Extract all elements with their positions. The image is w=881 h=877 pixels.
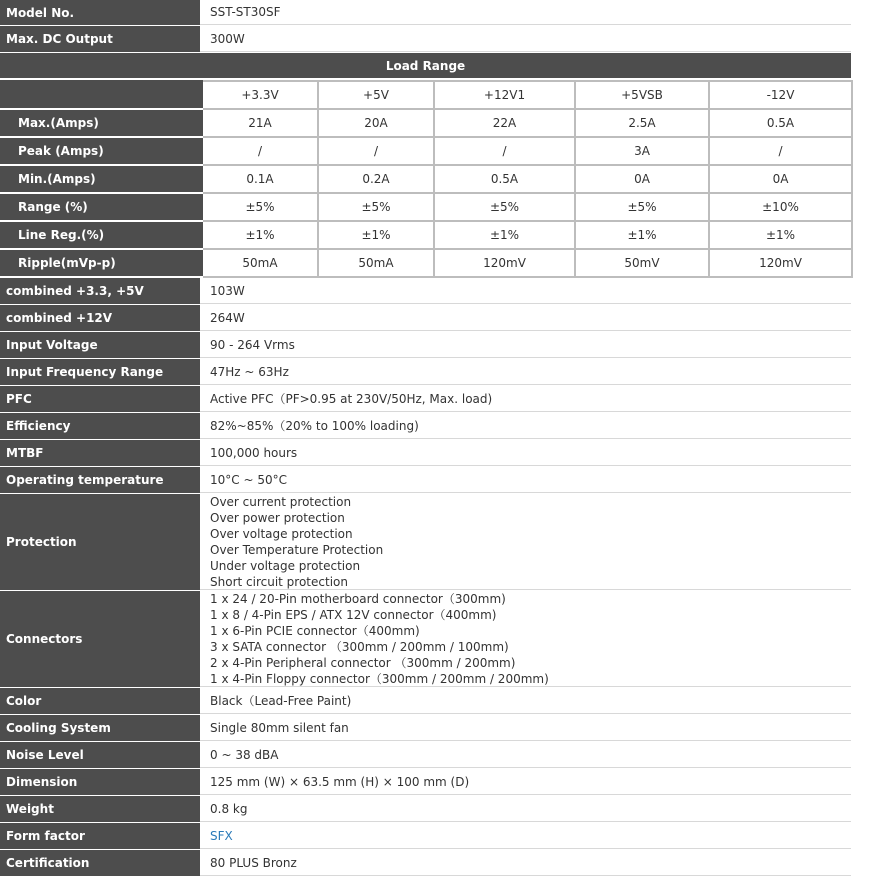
spec-row-cooling-system bbox=[0, 715, 851, 742]
connector-item: 3 x SATA connector （300mm / 200mm / 100mm) bbox=[210, 639, 509, 654]
load-cell: 50mA bbox=[202, 249, 318, 277]
load-cell: / bbox=[434, 137, 575, 165]
spec-row-input-frequency bbox=[0, 359, 851, 386]
spec-value: 80 PLUS Bronz bbox=[200, 850, 851, 876]
spec-label: PFC bbox=[0, 386, 200, 412]
spec-value-list bbox=[200, 494, 851, 590]
load-cell: 0.1A bbox=[202, 165, 318, 193]
spec-row-connectors bbox=[0, 591, 851, 688]
load-cell: 0A bbox=[709, 165, 852, 193]
spec-row-certification bbox=[0, 850, 851, 877]
load-row-label: Range (%) bbox=[1, 193, 202, 221]
load-cell: 0.2A bbox=[318, 165, 434, 193]
spec-row-operating-temperature bbox=[0, 467, 851, 494]
load-col-header: +12V1 bbox=[434, 81, 575, 109]
load-corner-cell bbox=[1, 81, 202, 109]
spec-row-model bbox=[0, 0, 851, 26]
spec-label: Dimension bbox=[0, 769, 200, 795]
load-row-label: Peak (Amps) bbox=[1, 137, 202, 165]
load-cell: ±1% bbox=[318, 221, 434, 249]
connector-item: 1 x 24 / 20-Pin motherboard connector（300mm) bbox=[210, 591, 506, 606]
load-row bbox=[1, 165, 852, 193]
spec-value: 100,000 hours bbox=[200, 440, 851, 466]
spec-value: Active PFC（PF>0.95 at 230V/50Hz, Max. load) bbox=[200, 386, 851, 412]
spec-value: 90 - 264 Vrms bbox=[200, 332, 851, 358]
load-cell: ±1% bbox=[575, 221, 709, 249]
spec-value: 82%~85%（20% to 100% loading) bbox=[200, 413, 851, 439]
load-cell: 0A bbox=[575, 165, 709, 193]
spec-row-protection bbox=[0, 494, 851, 591]
spec-label: Max. DC Output bbox=[0, 26, 200, 52]
spec-label: Model No. bbox=[0, 0, 200, 25]
spec-row-pfc bbox=[0, 386, 851, 413]
spec-row-mtbf bbox=[0, 440, 851, 467]
load-row bbox=[1, 221, 852, 249]
load-range-table bbox=[0, 80, 853, 278]
load-cell: 120mV bbox=[434, 249, 575, 277]
spec-value: 10°C ~ 50°C bbox=[200, 467, 851, 493]
spec-row-efficiency bbox=[0, 413, 851, 440]
load-cell: / bbox=[709, 137, 852, 165]
load-cell: ±1% bbox=[434, 221, 575, 249]
load-col-header: +3.3V bbox=[202, 81, 318, 109]
connector-item: 1 x 4-Pin Floppy connector（300mm / 200mm / 200mm) bbox=[210, 671, 549, 686]
spec-row-dimension bbox=[0, 769, 851, 796]
load-range-title: Load Range bbox=[0, 53, 851, 80]
protection-item: Over Temperature Protection bbox=[210, 542, 384, 557]
spec-value: 0.8 kg bbox=[200, 796, 851, 822]
spec-label: Input Voltage bbox=[0, 332, 200, 358]
spec-label: combined +3.3, +5V bbox=[0, 278, 200, 304]
load-col-header: -12V bbox=[709, 81, 852, 109]
spec-value: Single 80mm silent fan bbox=[200, 715, 851, 741]
spec-row-input-voltage bbox=[0, 332, 851, 359]
spec-row-noise-level bbox=[0, 742, 851, 769]
load-row-label: Max.(Amps) bbox=[1, 109, 202, 137]
spec-row-combined-3v3-5v bbox=[0, 278, 851, 305]
load-cell: ±5% bbox=[318, 193, 434, 221]
load-cell: ±1% bbox=[202, 221, 318, 249]
load-cell: / bbox=[202, 137, 318, 165]
load-cell: 0.5A bbox=[434, 165, 575, 193]
load-row bbox=[1, 137, 852, 165]
load-cell: 22A bbox=[434, 109, 575, 137]
load-row-label: Line Reg.(%) bbox=[1, 221, 202, 249]
load-row-label: Ripple(mVp-p) bbox=[1, 249, 202, 277]
connector-item: 2 x 4-Pin Peripheral connector （300mm / 200mm) bbox=[210, 655, 516, 670]
load-col-header: +5V bbox=[318, 81, 434, 109]
spec-value: Black（Lead-Free Paint) bbox=[200, 688, 851, 714]
load-cell: 21A bbox=[202, 109, 318, 137]
load-row-label: Min.(Amps) bbox=[1, 165, 202, 193]
load-cell: 3A bbox=[575, 137, 709, 165]
protection-item: Over voltage protection bbox=[210, 526, 353, 541]
load-cell: 50mA bbox=[318, 249, 434, 277]
load-cell: ±5% bbox=[434, 193, 575, 221]
spec-label: Certification bbox=[0, 850, 200, 876]
connector-item: 1 x 8 / 4-Pin EPS / ATX 12V connector（400mm) bbox=[210, 607, 497, 622]
load-cell: 2.5A bbox=[575, 109, 709, 137]
spec-value: SST-ST30SF bbox=[200, 0, 851, 25]
spec-value: 300W bbox=[200, 26, 851, 52]
load-row bbox=[1, 193, 852, 221]
load-cell: ±5% bbox=[575, 193, 709, 221]
spec-row-color bbox=[0, 688, 851, 715]
spec-label: Protection bbox=[0, 494, 200, 590]
form-factor-link[interactable]: SFX bbox=[210, 828, 233, 843]
load-cell: 0.5A bbox=[709, 109, 852, 137]
spec-value: 103W bbox=[200, 278, 851, 304]
spec-label: MTBF bbox=[0, 440, 200, 466]
spec-label: Noise Level bbox=[0, 742, 200, 768]
spec-label: Cooling System bbox=[0, 715, 200, 741]
spec-label: Color bbox=[0, 688, 200, 714]
protection-item: Over current protection bbox=[210, 494, 352, 509]
spec-row-weight bbox=[0, 796, 851, 823]
spec-value: 47Hz ~ 63Hz bbox=[200, 359, 851, 385]
spec-label: Efficiency bbox=[0, 413, 200, 439]
load-cell: / bbox=[318, 137, 434, 165]
spec-row-form-factor bbox=[0, 823, 851, 850]
spec-label: Input Frequency Range bbox=[0, 359, 200, 385]
spec-row-combined-12v bbox=[0, 305, 851, 332]
load-header-row bbox=[1, 81, 852, 109]
connector-item: 1 x 6-Pin PCIE connector（400mm) bbox=[210, 623, 420, 638]
load-col-header: +5VSB bbox=[575, 81, 709, 109]
protection-item: Short circuit protection bbox=[210, 574, 348, 589]
spec-label: Form factor bbox=[0, 823, 200, 849]
spec-value-list bbox=[200, 591, 851, 687]
spec-row-max-dc-output bbox=[0, 26, 851, 53]
load-cell: ±1% bbox=[709, 221, 852, 249]
load-cell: ±5% bbox=[202, 193, 318, 221]
spec-value: 264W bbox=[200, 305, 851, 331]
spec-label: Operating temperature bbox=[0, 467, 200, 493]
protection-item: Over power protection bbox=[210, 510, 345, 525]
protection-item: Under voltage protection bbox=[210, 558, 361, 573]
spec-value: 0 ~ 38 dBA bbox=[200, 742, 851, 768]
load-row bbox=[1, 109, 852, 137]
load-cell: 120mV bbox=[709, 249, 852, 277]
spec-value: 125 mm (W) × 63.5 mm (H) × 100 mm (D) bbox=[200, 769, 851, 795]
load-cell: 50mV bbox=[575, 249, 709, 277]
spec-label: Weight bbox=[0, 796, 200, 822]
load-cell: ±10% bbox=[709, 193, 852, 221]
load-cell: 20A bbox=[318, 109, 434, 137]
spec-label: Connectors bbox=[0, 591, 200, 687]
load-row bbox=[1, 249, 852, 277]
spec-value-cell bbox=[200, 823, 851, 849]
spec-label: combined +12V bbox=[0, 305, 200, 331]
